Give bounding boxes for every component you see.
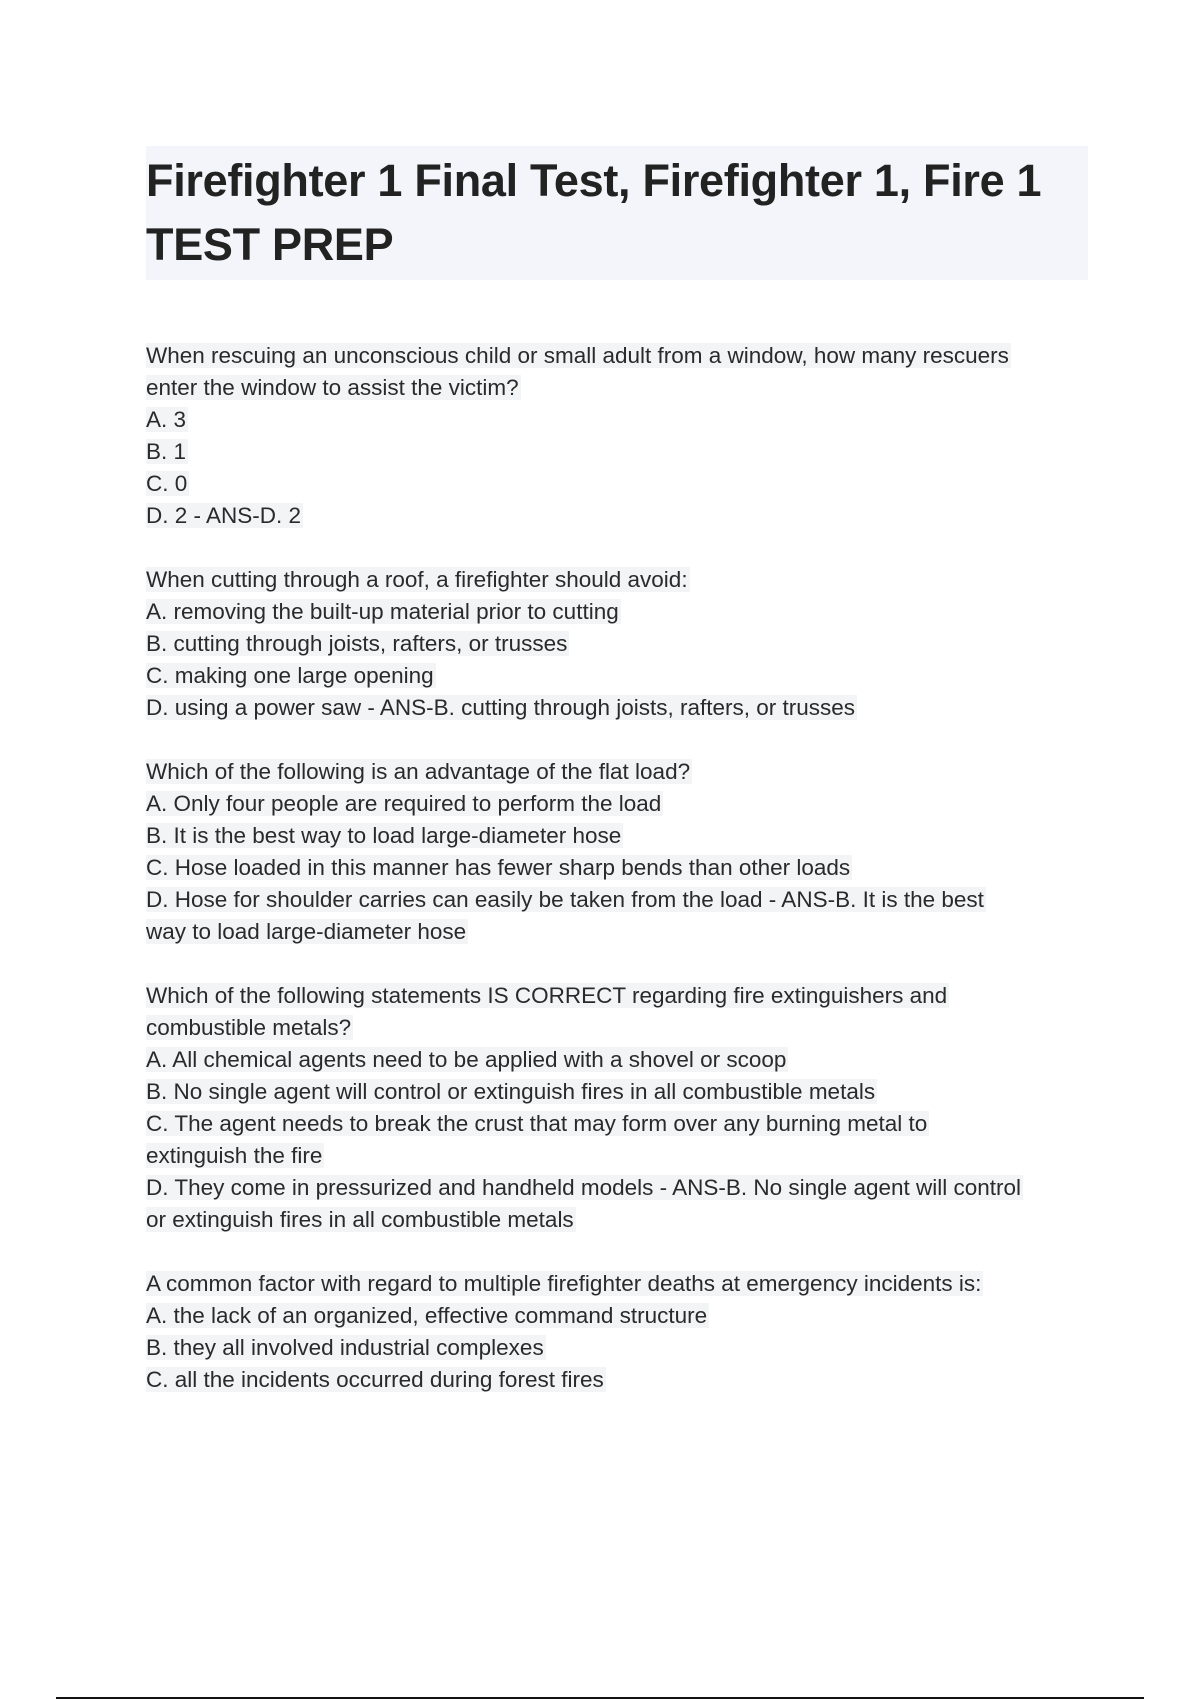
question-text [146,980,1096,1012]
question-list [146,340,1096,1428]
answer-option [146,1140,1096,1172]
option-c-continuation: extinguish the fire [146,1143,323,1168]
answer-option [146,1108,1096,1140]
question-text [146,756,1096,788]
question-block-1 [146,340,1096,532]
page-title [146,146,1088,277]
option-c: C. making one large opening [146,663,434,688]
question-block-4 [146,980,1096,1236]
title-line-2: TEST PREP [146,219,394,270]
question-line: Which of the following is an advantage of the flat load? [146,759,691,784]
answer-option [146,468,1096,500]
option-b: B. It is the best way to load large-diameter hose [146,823,622,848]
answer-option [146,852,1096,884]
option-c: C. Hose loaded in this manner has fewer sharp bends than other loads [146,855,851,880]
answer-option [146,692,1096,724]
answer-line: or extinguish fires in all combustible metals [146,1207,574,1232]
answer-option [146,820,1096,852]
question-block-5 [146,1268,1096,1396]
question-block-3 [146,756,1096,948]
answer-option [146,628,1096,660]
answer-option [146,1044,1096,1076]
answer-option [146,1332,1096,1364]
option-c: C. The agent needs to break the crust that may form over any burning metal to [146,1111,928,1136]
answer-option [146,596,1096,628]
option-b: B. No single agent will control or extinguish fires in all combustible metals [146,1079,876,1104]
option-a: A. All chemical agents need to be applied with a shovel or scoop [146,1047,787,1072]
question-text [146,340,1096,372]
answer-line: way to load large-diameter hose [146,919,467,944]
title-line-1: Firefighter 1 Final Test, Firefighter 1, Fire 1 [146,155,1042,206]
option-b: B. 1 [146,439,187,464]
option-d-with-answer: D. 2 - ANS-D. 2 [146,503,302,528]
option-a: A. 3 [146,407,187,432]
answer-continuation [146,1204,1096,1236]
option-c: C. 0 [146,471,188,496]
answer-continuation [146,916,1096,948]
answer-option [146,436,1096,468]
footer-divider [56,1697,1144,1699]
answer-option [146,660,1096,692]
answer-option [146,404,1096,436]
option-a: A. Only four people are required to perform the load [146,791,662,816]
question-line: combustible metals? [146,1015,352,1040]
question-line: enter the window to assist the victim? [146,375,519,400]
option-d-with-answer: D. Hose for shoulder carries can easily be taken from the load - ANS-B. It is the best [146,887,984,912]
question-line: When rescuing an unconscious child or small adult from a window, how many rescuers [146,343,1009,368]
option-c: C. all the incidents occurred during forest fires [146,1367,604,1392]
option-a: A. removing the built-up material prior to cutting [146,599,619,624]
option-d-with-answer: D. using a power saw - ANS-B. cutting through joists, rafters, or trusses [146,695,856,720]
answer-option [146,788,1096,820]
question-block-2 [146,564,1096,724]
option-a: A. the lack of an organized, effective command structure [146,1303,708,1328]
question-line: When cutting through a roof, a firefighter should avoid: [146,567,688,592]
question-line: Which of the following statements IS CORRECT regarding fire extinguishers and [146,983,948,1008]
answer-option [146,500,1096,532]
question-text [146,372,1096,404]
question-text [146,1268,1096,1300]
title-block [146,146,1088,280]
question-line: A common factor with regard to multiple firefighter deaths at emergency incidents is: [146,1271,982,1296]
answer-option [146,884,1096,916]
question-text [146,564,1096,596]
option-b: B. cutting through joists, rafters, or trusses [146,631,568,656]
option-d-with-answer: D. They come in pressurized and handheld models - ANS-B. No single agent will control [146,1175,1022,1200]
answer-option [146,1364,1096,1396]
answer-option [146,1172,1096,1204]
answer-option [146,1076,1096,1108]
question-text [146,1012,1096,1044]
option-b: B. they all involved industrial complexes [146,1335,544,1360]
answer-option [146,1300,1096,1332]
